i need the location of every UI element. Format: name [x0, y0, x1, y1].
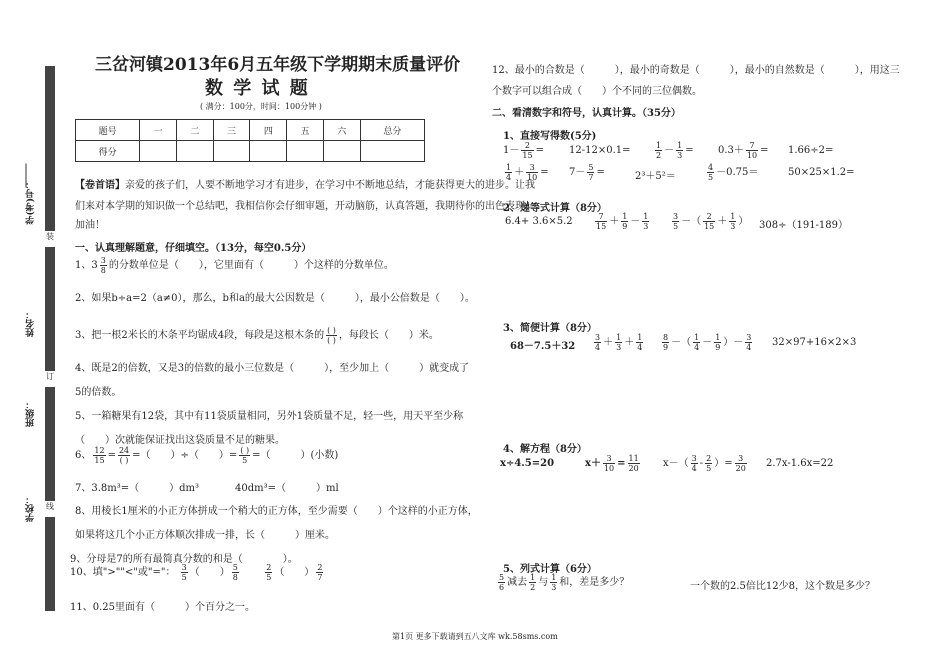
question-1: 1、3 $\frac{3}{8}$ 的分数单位是（ ），它里面有（ ）个这样的分数单位。 [75, 256, 394, 275]
word-problem-b: 一个数的2.5倍比12少8，这个数是多少？ [690, 581, 875, 592]
preface-line-1: 【卷首语】亲爱的孩子们，人要不断地学习才有进步，在学习中不断地总结，才能获得更大的进步。让我 [75, 180, 535, 191]
score-header-cell: 四 [250, 120, 287, 141]
subsection-1-title: 1、直接写得数(5分) [503, 131, 597, 142]
band-mark-ding: 订 [45, 371, 55, 387]
margin-label-name: 姓名： [26, 310, 36, 337]
question-12-line-2: 个数字可以组合成（ ）个不同的三位偶数。 [492, 86, 702, 97]
subsection-4-title: 4、解方程（8分） [503, 444, 587, 455]
binding-band [45, 66, 55, 611]
subsection-2-title: 2、递等式计算（8分） [503, 203, 607, 214]
score-cell[interactable] [250, 141, 287, 162]
question-6: 6、 $\frac{12}{15}$ = 24 ( ) =（ ）÷（ ）= ( ) 5 =（ ）(小数) [75, 446, 339, 465]
question-12-line-1: 12、最小的合数是（ ），最小的奇数是（ ），最小的自然数是（ ），用这三 [492, 65, 900, 76]
score-cell[interactable] [287, 141, 324, 162]
question-5-line-1: 5、一箱糖果有12袋，其中有11袋质量相同，另外1袋质量不足，轻一些，用天平至少称 [75, 411, 464, 422]
score-cell[interactable] [140, 141, 177, 162]
band-mark-zhuang: 装 [45, 231, 55, 247]
question-2: 2、如果b÷a=2（a≠0），那么，b和a的最大公因数是（ ），最小公倍数是（ ）。 [75, 293, 475, 304]
question-8-line-2: 如果将这几个小正方体顺次排成一排，长（ ）厘米。 [75, 530, 335, 541]
score-header-cell: 二 [177, 120, 214, 141]
section1-title: 一、认真理解题意，仔细填空。（13分，每空0.5分） [75, 243, 312, 254]
exam-title: 三岔河镇2013年6月五年级下学期期末质量评价 [95, 55, 461, 75]
preface-tag: 【卷首语】 [75, 180, 125, 191]
margin-label-school: 学校： [26, 495, 36, 522]
score-header-cell: 五 [287, 120, 324, 141]
exam-note: ( 满分：100分，时间：100分钟 ) [200, 102, 322, 111]
question-8-line-1: 8、用棱长1厘米的小正方体拼成一个稍大的正方体，至少需要（ ）个这样的小正方体， [75, 506, 478, 517]
question-11: 11、0.25里面有（ ）个百分之一。 [70, 602, 255, 613]
score-header-cell: 六 [323, 120, 360, 141]
section2-title: 二、看清数字和符号，认真计算。（35分） [492, 108, 681, 119]
preface-line-2: 们来对本学期的知识做一个总结吧，我相信你会仔细审题，开动脑筋，认真答题，我期待你的出色表现！ [75, 201, 535, 212]
score-cell[interactable] [323, 141, 360, 162]
score-row-label: 得分 [76, 141, 140, 162]
question-10: 10、填">""<"或"="： $\frac{3}{5}$ （ ） $\frac{5}{8}$ $\frac{2}{5}$ （ ） $\frac{2}{7}$ [70, 563, 323, 582]
question-9: 9、分母是7的所有最简真分数的和是（ ）。 [70, 554, 298, 565]
score-cell[interactable] [177, 141, 214, 162]
question-5-line-2: （ ）次就能保证找出这袋质量不足的糖果。 [75, 435, 285, 446]
score-table [75, 119, 425, 162]
subsection-3-title: 3、简便计算（8分） [503, 323, 597, 334]
preface-line-3: 加油！ [75, 220, 105, 231]
band-mark-xian: 线 [45, 501, 55, 517]
score-header-cell: 总分 [360, 120, 424, 141]
question-3: 3、把一根2米长的木条平均锯成4段，每段是这根木条的 ( ) ( ) ，每段长（ ）米。 [75, 326, 439, 345]
page-footer: 第1页 更多下载请到五八文库 wk.58sms.com [392, 632, 558, 641]
score-header-cell: 题号 [76, 120, 140, 141]
word-problem-a: $\frac{5}{6}$ 减去 $\frac{1}{2}$ 与 $\frac{1}{3}$ 和，差是多少？ [499, 573, 630, 592]
margin-label-class: 班级： [26, 400, 36, 427]
score-header-cell: 三 [213, 120, 250, 141]
score-cell[interactable] [360, 141, 424, 162]
exam-subject: 数 学 试 题 [205, 78, 310, 99]
score-cell[interactable] [213, 141, 250, 162]
subsection-5-title: 5、列式计算（6分） [503, 564, 597, 575]
score-header-cell: 一 [140, 120, 177, 141]
question-4-line-2: 5的倍数。 [75, 387, 122, 398]
question-4-line-1: 4、既是2的倍数，又是3的倍数的最小三位数是（ ），至少加上（ ）就变成了 [75, 363, 470, 374]
question-7: 7、3.8m³=（ ）dm³ 40dm³=（ ）ml [75, 483, 339, 494]
margin-label-student-id: 学(考)号： [26, 180, 36, 225]
